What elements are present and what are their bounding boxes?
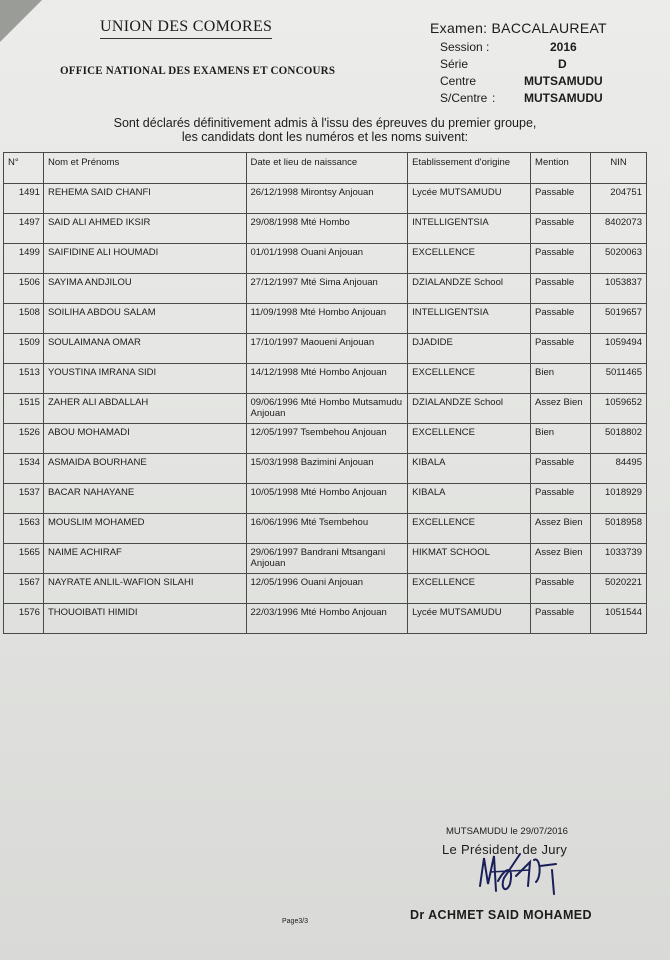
cell-mention: Passable [531,304,591,334]
cell-nin: 1018929 [591,484,647,514]
cell-birth: 09/06/1996 Mté Hombo Mutsamudu Anjouan [246,394,408,424]
cell-number: 1506 [4,274,44,304]
cell-nin: 8402073 [591,214,647,244]
table-row [4,454,647,484]
cell-birth: 29/06/1997 Bandrani Mtsangani Anjouan [246,544,408,574]
table-row [4,394,647,424]
cell-mention: Assez Bien [531,544,591,574]
cell-nin: 204751 [591,184,647,214]
table-row [4,274,647,304]
table-body [4,184,647,634]
exam-title: Examen: BACCALAUREAT [430,20,607,36]
table-row [4,214,647,244]
cell-nin: 5020221 [591,574,647,604]
folded-corner [0,0,42,42]
country-name: UNION DES COMORES [100,18,273,35]
cell-nin: 5018802 [591,424,647,454]
cell-nin: 5018958 [591,514,647,544]
cell-number: 1513 [4,364,44,394]
exam-header [430,20,607,36]
cell-name: SAYIMA ANDJILOU [43,274,246,304]
cell-birth: 26/12/1998 Mirontsy Anjouan [246,184,408,214]
serie-label: Série [440,57,469,71]
office-name: OFFICE NATIONAL DES EXAMENS ET CONCOURS [60,63,336,77]
cell-nin: 1051544 [591,604,647,634]
cell-birth: 29/08/1998 Mté Hombo [246,214,408,244]
cell-number: 1537 [4,484,44,514]
cell-mention: Assez Bien [531,514,591,544]
table-row [4,484,647,514]
table-row [4,544,647,574]
cell-birth: 10/05/1998 Mté Hombo Anjouan [246,484,408,514]
cell-school: KIBALA [408,484,531,514]
centre-label: Centre [440,74,477,88]
cell-name: THOUOIBATI HIMIDI [43,604,246,634]
scentre-sep: : [492,91,496,105]
cell-mention: Passable [531,244,591,274]
cell-name: BACAR NAHAYANE [43,484,246,514]
cell-name: ASMAIDA BOURHANE [43,454,246,484]
cell-name: SOILIHA ABDOU SALAM [43,304,246,334]
cell-number: 1565 [4,544,44,574]
cell-birth: 14/12/1998 Mté Hombo Anjouan [246,364,408,394]
cell-mention: Passable [531,604,591,634]
president-name: Dr ACHMET SAID MOHAMED [410,908,592,922]
scentre-value: MUTSAMUDU [524,91,603,105]
cell-nin: 1033739 [591,544,647,574]
cell-school: DZIALANDZE School [408,274,531,304]
results-table [3,152,647,634]
cell-birth: 16/06/1996 Mté Tsembehou [246,514,408,544]
country-underline [100,38,272,39]
table-row [4,424,647,454]
cell-number: 1576 [4,604,44,634]
cell-name: YOUSTINA IMRANA SIDI [43,364,246,394]
table-row [4,364,647,394]
col-header-name: Nom et Prénoms [43,153,246,184]
table-row [4,334,647,364]
cell-school: KIBALA [408,454,531,484]
cell-mention: Passable [531,484,591,514]
cell-number: 1534 [4,454,44,484]
cell-nin: 5019657 [591,304,647,334]
cell-mention: Passable [531,454,591,484]
cell-name: NAIME ACHIRAF [43,544,246,574]
cell-number: 1567 [4,574,44,604]
table-row [4,514,647,544]
col-header-school: Etablissement d'origine [408,153,531,184]
cell-mention: Passable [531,214,591,244]
cell-number: 1526 [4,424,44,454]
col-header-number: N° [4,153,44,184]
cell-number: 1563 [4,514,44,544]
intro-line-1: Sont déclarés définitivement admis à l'issu des épreuves du premier groupe, [113,116,537,130]
cell-birth: 17/10/1997 Maoueni Anjouan [246,334,408,364]
cell-mention: Passable [531,334,591,364]
cell-nin: 84495 [591,454,647,484]
cell-name: REHEMA SAID CHANFI [43,184,246,214]
cell-school: EXCELLENCE [408,244,531,274]
cell-school: INTELLIGENTSIA [408,304,531,334]
cell-nin: 1059652 [591,394,647,424]
cell-number: 1509 [4,334,44,364]
cell-mention: Passable [531,274,591,304]
table-row [4,244,647,274]
cell-school: Lycée MUTSAMUDU [408,604,531,634]
cell-mention: Passable [531,184,591,214]
cell-mention: Bien [531,364,591,394]
cell-number: 1508 [4,304,44,334]
jury-role: Le Président de Jury [442,842,568,857]
cell-nin: 5011465 [591,364,647,394]
header-left [100,18,272,39]
scentre-label: S/Centre [440,91,488,105]
cell-school: EXCELLENCE [408,514,531,544]
table-row [4,574,647,604]
table-row [4,184,647,214]
centre-value: MUTSAMUDU [524,74,603,88]
cell-number: 1499 [4,244,44,274]
cell-name: MOUSLIM MOHAMED [43,514,246,544]
cell-birth: 15/03/1998 Bazimini Anjouan [246,454,408,484]
table-row [4,604,647,634]
cell-birth: 12/05/1996 Ouani Anjouan [246,574,408,604]
cell-number: 1491 [4,184,44,214]
col-header-nin: NIN [591,153,647,184]
place-date: MUTSAMUDU le 29/07/2016 [446,826,568,837]
cell-name: SAIFIDINE ALI HOUMADI [43,244,246,274]
cell-school: DJADIDE [408,334,531,364]
cell-number: 1497 [4,214,44,244]
cell-school: Lycée MUTSAMUDU [408,184,531,214]
cell-name: ZAHER ALI ABDALLAH [43,394,246,424]
intro-line-2: les candidats dont les numéros et les noms suivent: [181,130,469,144]
cell-birth: 27/12/1997 Mté Sima Anjouan [246,274,408,304]
cell-school: EXCELLENCE [408,424,531,454]
cell-nin: 1053837 [591,274,647,304]
cell-nin: 5020063 [591,244,647,274]
page-number: Page3/3 [282,918,309,925]
cell-school: HIKMAT SCHOOL [408,544,531,574]
cell-birth: 11/09/1998 Mté Hombo Anjouan [246,304,408,334]
cell-name: SOULAIMANA OMAR [43,334,246,364]
signature [470,836,570,906]
cell-school: DZIALANDZE School [408,394,531,424]
cell-school: INTELLIGENTSIA [408,214,531,244]
session-value: 2016 [550,40,577,54]
cell-nin: 1059494 [591,334,647,364]
cell-birth: 12/05/1997 Tsembehou Anjouan [246,424,408,454]
cell-mention: Passable [531,574,591,604]
table-header-row [4,153,647,184]
cell-mention: Assez Bien [531,394,591,424]
cell-birth: 01/01/1998 Ouani Anjouan [246,244,408,274]
session-sep: : [486,40,490,54]
table-row [4,304,647,334]
intro-text [60,116,590,144]
cell-name: NAYRATE ANLIL-WAFION SILAHI [43,574,246,604]
col-header-mention: Mention [531,153,591,184]
cell-name: SAID ALI AHMED IKSIR [43,214,246,244]
serie-value: D [558,57,567,71]
col-header-birth: Date et lieu de naissance [246,153,408,184]
cell-number: 1515 [4,394,44,424]
cell-birth: 22/03/1996 Mté Hombo Anjouan [246,604,408,634]
cell-school: EXCELLENCE [408,364,531,394]
cell-name: ABOU MOHAMADI [43,424,246,454]
cell-mention: Bien [531,424,591,454]
session-label: Session [440,40,483,54]
cell-school: EXCELLENCE [408,574,531,604]
